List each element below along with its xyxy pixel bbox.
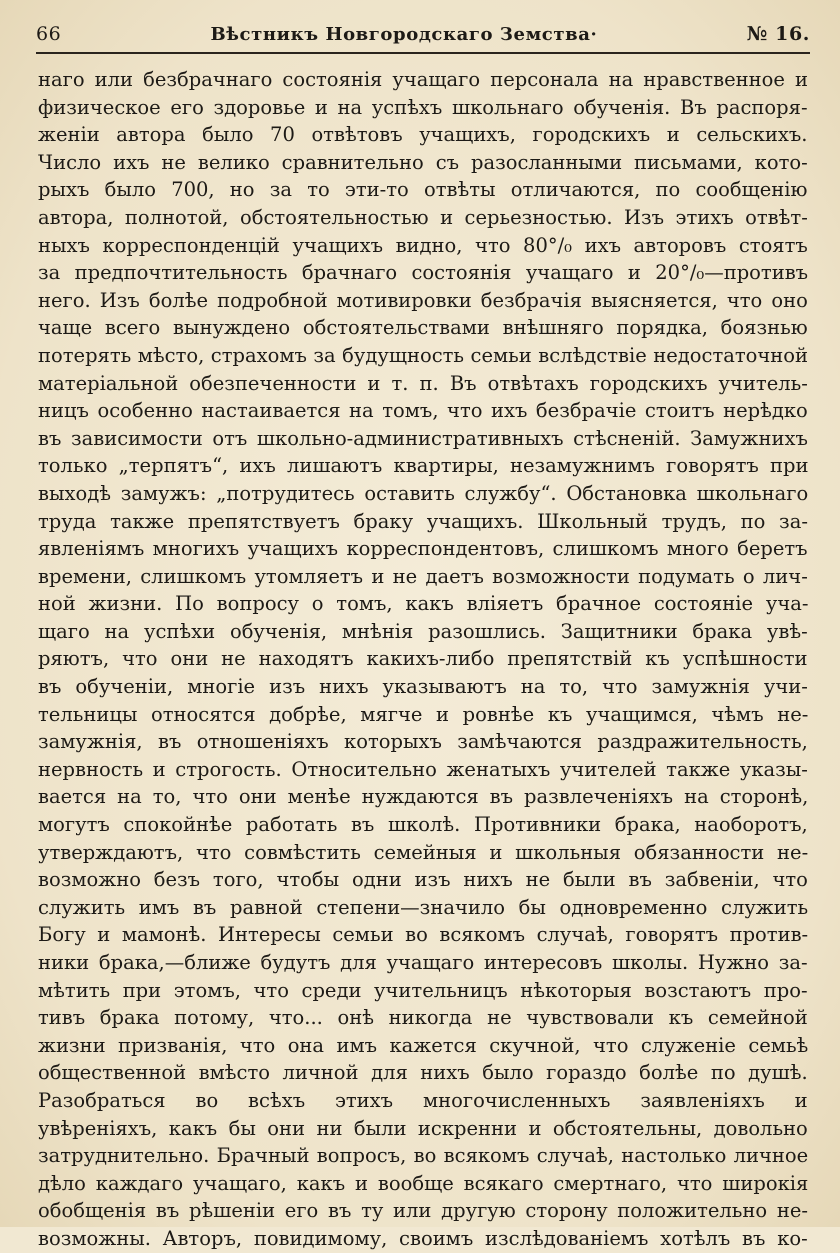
- text-line: затруднительно. Брачный вопросъ, во всякомъ случаѣ, настолько личное: [38, 1144, 808, 1168]
- text-line: матеріальной обезпеченности и т. п. Въ отвѣтахъ городскихъ учитель-: [38, 371, 808, 395]
- text-line: возможны. Авторъ, повидимому, своимъ изслѣдованіемъ хотѣлъ въ ко-: [38, 1226, 808, 1250]
- text-line: женіи автора было 70 отвѣтовъ учащихъ, городскихъ и сельскихъ.: [38, 123, 808, 147]
- text-line: тельницы относятся добрѣе, мягче и ровнѣе къ учащимся, чѣмъ не-: [38, 702, 808, 726]
- text-line: Число ихъ не велико сравнительно съ разосланными письмами, кото-: [38, 150, 808, 174]
- text-line: утверждаютъ, что совмѣстить семейныя и школьныя обязанности не-: [38, 840, 808, 864]
- text-line: ряютъ, что они не находятъ какихъ-либо препятствій къ успѣшности: [38, 647, 808, 671]
- text-line: нервность и строгость. Относительно женатыхъ учителей также указы-: [38, 757, 808, 781]
- text-line: потерять мѣсто, страхомъ за будущность семьи вслѣдствіе недостаточной: [38, 343, 808, 367]
- running-title: Вѣстникъ Новгородскаго Земства·: [210, 23, 598, 45]
- text-line: могутъ спокойнѣе работать въ школѣ. Противники брака, наоборотъ,: [38, 813, 808, 837]
- text-line: выходѣ замужъ: „потрудитесь оставить службу“. Обстановка школьнаго: [38, 481, 808, 505]
- text-line: мѣтить при этомъ, что среди учительницъ нѣкоторыя возстаютъ про-: [38, 978, 808, 1002]
- text-line: только „терпятъ“, ихъ лишаютъ квартиры, незамужнимъ говорятъ при: [38, 454, 808, 478]
- text-line: тивъ брака потому, что... онѣ никогда не чувствовали къ семейной: [38, 1006, 808, 1030]
- text-line: ницъ особенно настаивается на томъ, что ихъ безбрачіе стоитъ нерѣдко: [38, 399, 808, 423]
- text-line: дѣло каждаго учащаго, какъ и вообще всякаго смертнаго, что широкія: [38, 1171, 808, 1195]
- text-line: него. Изъ болѣе подробной мотивировки безбрачія выясняется, что оно: [38, 288, 808, 312]
- text-line: обобщенія въ рѣшеніи его въ ту или другую сторону положительно не-: [38, 1199, 808, 1223]
- text-line: жизни призванія, что она имъ кажется скучной, что служеніе семьѣ: [38, 1033, 808, 1057]
- text-line: увѣреніяхъ, какъ бы они ни были искренни и обстоятельны, довольно: [38, 1116, 808, 1140]
- text-line: вается на то, что они менѣе нуждаются въ развлеченіяхъ на сторонѣ,: [38, 785, 808, 809]
- text-line: явленіямъ многихъ учащихъ корреспондентовъ, слишкомъ много беретъ: [38, 537, 808, 561]
- text-line: автора, полнотой, обстоятельностью и серьезностью. Изъ этихъ отвѣт-: [38, 205, 808, 229]
- issue-number: № 16.: [746, 23, 810, 45]
- text-line: наго или безбрачнаго состоянія учащаго персонала на нравственное и: [38, 68, 808, 91]
- text-line: замужнія, въ отношеніяхъ которыхъ замѣчаются раздражительность,: [38, 730, 808, 754]
- body-text: [38, 66, 808, 1253]
- text-line: служить имъ въ равной степени—значило бы одновременно служить: [38, 895, 808, 919]
- text-line: въ зависимости отъ школьно-административныхъ стѣсненій. Замужнихъ: [38, 426, 808, 450]
- text-line: возможно безъ того, чтобы одни изъ нихъ не были въ забвеніи, что: [38, 868, 808, 892]
- text-line: Богу и мамонѣ. Интересы семьи во всякомъ случаѣ, говорятъ против-: [38, 923, 808, 947]
- text-line: физическое его здоровье и на успѣхъ школьнаго обученія. Въ распоря-: [38, 95, 808, 119]
- text-line: за предпочтительность брачнаго состоянія учащаго и 20°/₀—противъ: [38, 261, 808, 285]
- text-line: въ обученіи, многіе изъ нихъ указываютъ на то, что замужнія учи-: [38, 675, 808, 699]
- text-line: общественной вмѣсто личной для нихъ было гораздо болѣе по душѣ.: [38, 1061, 808, 1085]
- text-line: чаще всего вынуждено обстоятельствами внѣшняго порядка, боязнью: [38, 316, 808, 340]
- text-line: труда также препятствуетъ браку учащихъ. Школьный трудъ, по за-: [38, 509, 808, 533]
- text-line: ной жизни. По вопросу о томъ, какъ вліяетъ брачное состояніе уча-: [38, 592, 808, 616]
- text-line: времени, слишкомъ утомляетъ и не даетъ возможности подумать о лич-: [38, 564, 808, 588]
- text-line: ныхъ корреспонденцій учащихъ видно, что 80°/₀ ихъ авторовъ стоятъ: [38, 233, 808, 257]
- text-line: ники брака,—ближе будутъ для учащаго интересовъ школы. Нужно за-: [38, 951, 808, 974]
- page-number: 66: [36, 23, 62, 45]
- running-header: [36, 16, 810, 54]
- text-line: рыхъ было 700, но за то эти-то отвѣты отличаются, по сообщенію: [38, 178, 808, 202]
- text-line: щаго на успѣхи обученія, мнѣнія разошлись. Защитники брака увѣ-: [38, 619, 808, 643]
- text-line: Разобраться во всѣхъ этихъ многочисленныхъ заявленіяхъ и: [38, 1088, 808, 1112]
